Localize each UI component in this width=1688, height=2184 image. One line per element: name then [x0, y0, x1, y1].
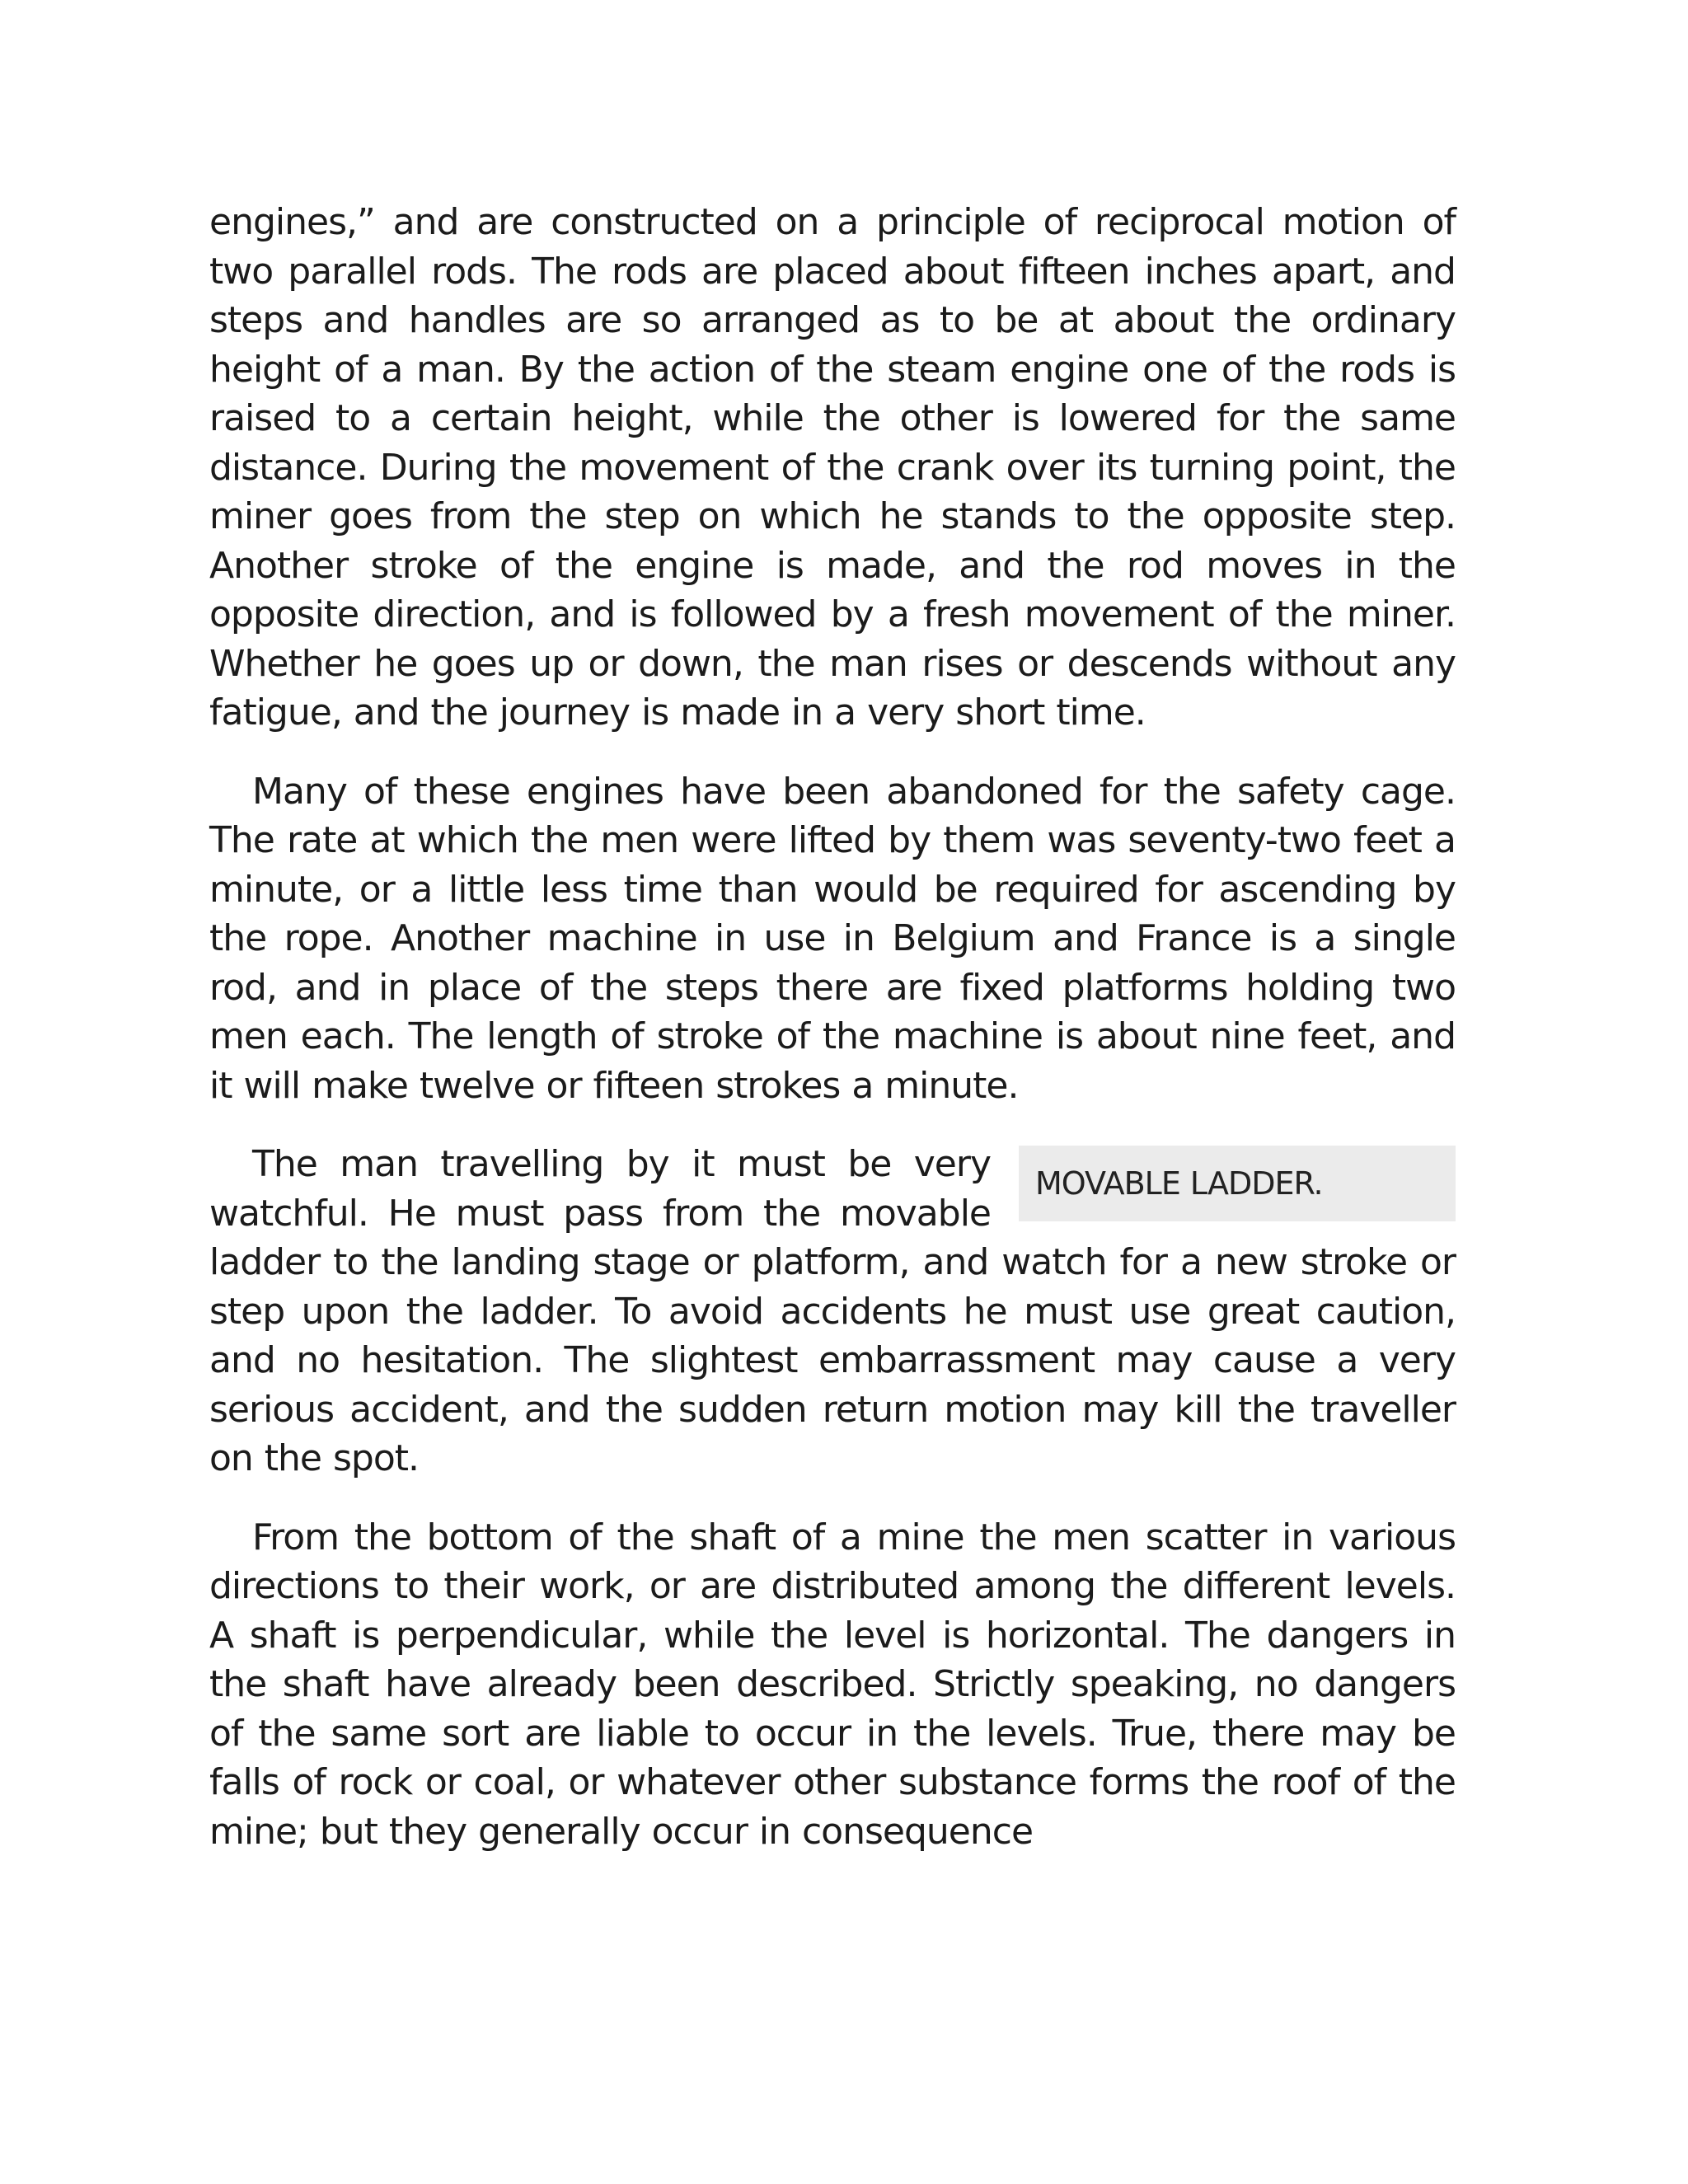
page-body	[209, 198, 1456, 1886]
paragraph-1: engines,” and are constructed on a principle of reciprocal motion of two parallel rods. The rods are placed about fifteen inches apart, and steps and handles are so arranged as to be at about the ordinary height of a man. By the action of the steam engine one of the rods is raised to a certain height, while the other is lowered for the same distance. During the movement of the crank over its turning point, the miner goes from the step on which he stands to the opposite step. Another stroke of the engine is made, and the rod moves in the opposite direction, and is followed by a fresh movement of the miner. Whether he goes up or down, the man rises or descends without any fatigue, and the journey is made in a very short time.	[209, 201, 1456, 733]
paragraph-3-wrapper	[209, 1140, 1456, 1483]
paragraph-4: From the bottom of the shaft of a mine the men scatter in various directions to their work, or are distributed among the different levels. A shaft is perpendicular, while the level is horizontal. The dangers in the shaft have already been described. Strictly speaking, no dangers of the same sort are liable to occur in the levels. True, there may be falls of rock or coal, or whatever other substance forms the roof of the mine; but they generally occur in consequence	[209, 1516, 1456, 1853]
paragraph-3: The man travelling by it must be very watchful. He must pass from the movable ladder to the landing stage or platform, and watch for a new stroke or step upon the ladder. To avoid accidents he must use great caution, and no hesitation. The slightest embarrassment may cause a very serious accident, and the sudden return motion may kill the traveller on the spot.	[209, 1143, 1456, 1479]
paragraph-2: Many of these engines have been abandoned for the safety cage. The rate at which the men were lifted by them was seventy-two feet a minute, or a little less time than would be required for ascending by the rope. Another machine in use in Belgium and France is a single rod, and in place of the steps there are fixed platforms holding two men each. The length of stroke of the machine is about nine feet, and it will make twelve or fifteen strokes a minute.	[209, 770, 1456, 1107]
figure-caption: MOVABLE LADDER.	[1035, 1165, 1323, 1202]
figure-caption-box	[1019, 1146, 1456, 1221]
